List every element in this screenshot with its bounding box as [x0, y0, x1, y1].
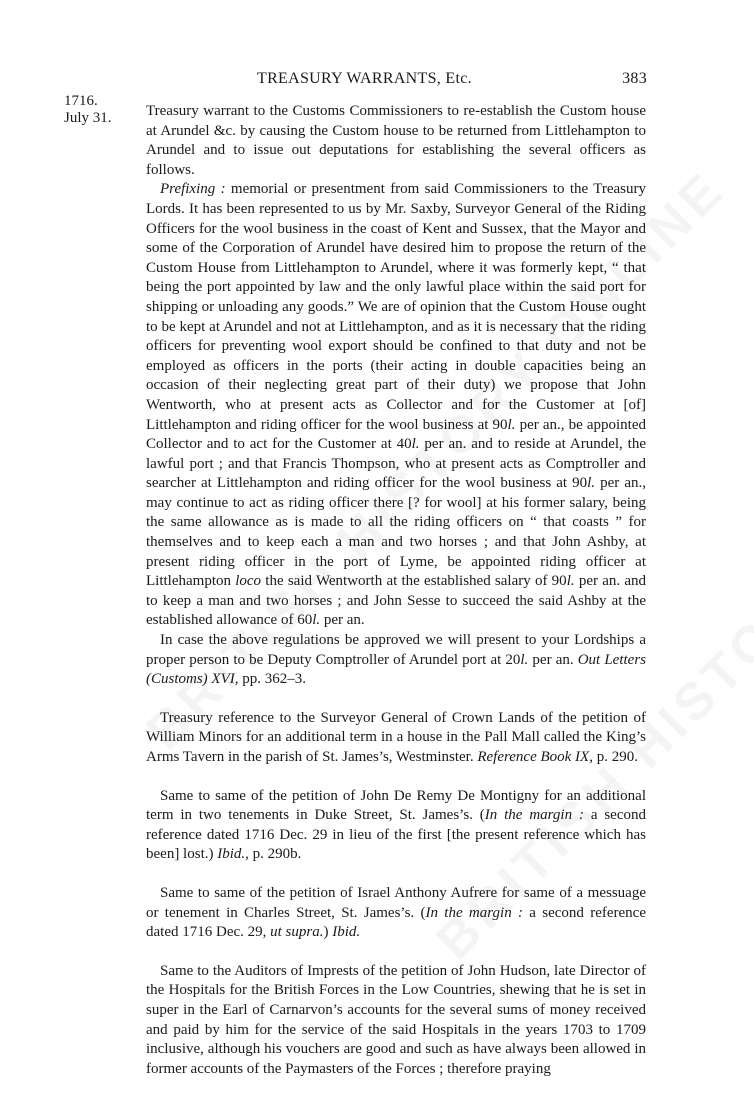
text-run: In case the above regulations be approved we will present to your Lordships a proper person to be Deputy Comptroller of Arundel port at 20	[146, 632, 646, 668]
document-body	[146, 102, 646, 1079]
entry-paragraph	[146, 884, 646, 943]
italic-text: Ibid.	[332, 924, 361, 941]
text-run: Treasury reference to the Surveyor General of Crown Lands of the petition of William Minors for an additional term in a house in the Pall Mall called the King’s Arms Tavern in the parish of St. James’s, Westminster.	[146, 709, 646, 765]
italic-text: Ibid.	[217, 846, 246, 863]
entry-paragraph	[146, 631, 646, 690]
italic-text: l.	[507, 416, 516, 433]
page-title: TREASURY WARRANTS, Etc.	[257, 70, 472, 87]
italic-text: l.	[520, 651, 529, 668]
italic-text: In the margin :	[484, 807, 584, 824]
text-run: per an., be appointed Collector and to act for the Customer at 40	[146, 416, 646, 453]
entry-paragraph	[146, 102, 646, 180]
text-run: pp. 362–3.	[238, 671, 306, 688]
text-run: per an.	[528, 651, 578, 668]
text-run: a second reference dated 1716 Dec. 29,	[146, 904, 646, 941]
text-run: Same to same of the petition of John De Remy De Montigny for an additional term in two tenements in Duke Street, St. James’s. (	[146, 787, 646, 824]
italic-text: Prefixing :	[160, 181, 226, 198]
italic-text: Out Letters (Customs) XVI,	[146, 651, 646, 688]
text-run: memorial or presentment from said Commissioners to the Treasury Lords. It has been represented to us by Mr. Saxby, Surveyor General of the Riding Officers for the wool business in the coast of Kent and Sussex, that the Mayor and some of the Corporation of Arundel have desired him to propose the return of the Custom House from Littlehampton to Arundel, where it was formerly kept, “ that being the port appointed by law and the only lawful place within the said port for shipping or unloading any goods.” We are of opinion that the Custom House ought to be kept at Arundel and not at Littlehampton, and as it is necessary that the riding officers for preventing wool export should be confined to that duty and not be employed as officers in the ports (their acting in double capacities being an occasion of their neglecting great part of their duty) we propose that John Wentworth, who at present acts as Collector and for the Customer at [of] Littlehampton and riding officer for the wool business at 90	[146, 181, 646, 433]
text-run: the said Wentworth at the established salary of 90	[261, 573, 567, 590]
italic-text: ut supra.	[270, 924, 324, 941]
italic-text: loco	[235, 573, 262, 590]
text-run: p. 290.	[592, 749, 638, 765]
text-run: per an. and to reside at Arundel, the lawful port ; and that Francis Thompson, who at present acts as Comptroller and searcher at Littlehampton and riding officer for the wool business at 90	[146, 436, 646, 492]
margin-year: 1716.	[64, 93, 98, 109]
entry-paragraph	[146, 180, 646, 631]
italic-text: In the margin :	[425, 904, 523, 921]
text-run: per an., may continue to act as riding officer there [? for wool] at his former salary, being the same allowance as is made to all the riding officers on “ that coasts ” for themselves and to keep each a man and two horses ; and that John Ashby, at present riding officer in the port of Lyme, be appointed riding officer at Littlehampton	[146, 475, 647, 590]
entry-paragraph	[146, 962, 646, 1080]
text-run: )	[323, 924, 333, 941]
italic-text: l.	[587, 475, 596, 492]
text-run: Treasury warrant to the Customs Commissioners to re-establish the Custom house at Arundel &c. by causing the Custom house to be returned from Littlehampton to Arundel and to issue out deputations for establishing the several officers as follows.	[146, 103, 646, 178]
text-run: Same to same of the petition of Israel Anthony Aufrere for same of a messuage or tenement in Charles Street, St. James’s. (	[146, 884, 646, 921]
text-run: a second reference dated 1716 Dec. 29 in lieu of the first [the present reference which has been] lost.)	[146, 807, 647, 863]
text-run: , p. 290b.	[245, 846, 302, 863]
text-run: per an.	[320, 612, 365, 629]
text-run: per an. and to keep a man and two horses ; and John Sesse to succeed the said Ashby at the established allowance of 60	[146, 573, 647, 629]
text-run: Same to the Auditors of Imprests of the petition of John Hudson, late Director of the Hospitals for the British Forces in the Low Countries, shewing that he is set in super in the Earl of Carnarvon’s accounts for the several sums of money received and paid by him for the service of the said Hospitals in the years 1703 to 1709 inclusive, although his vouchers are good and such as have always been allowed in former accounts of the Paymasters of the Forces ; therefore praying	[146, 962, 646, 1077]
margin-date: July 31.	[64, 110, 112, 126]
italic-text: l.	[566, 573, 575, 590]
entry-paragraph	[146, 787, 646, 865]
page-number: 383	[622, 70, 647, 87]
italic-text: Reference Book IX,	[477, 749, 593, 765]
italic-text: l.	[312, 612, 321, 629]
italic-text: l.	[411, 436, 420, 453]
entry-paragraph	[146, 709, 646, 768]
